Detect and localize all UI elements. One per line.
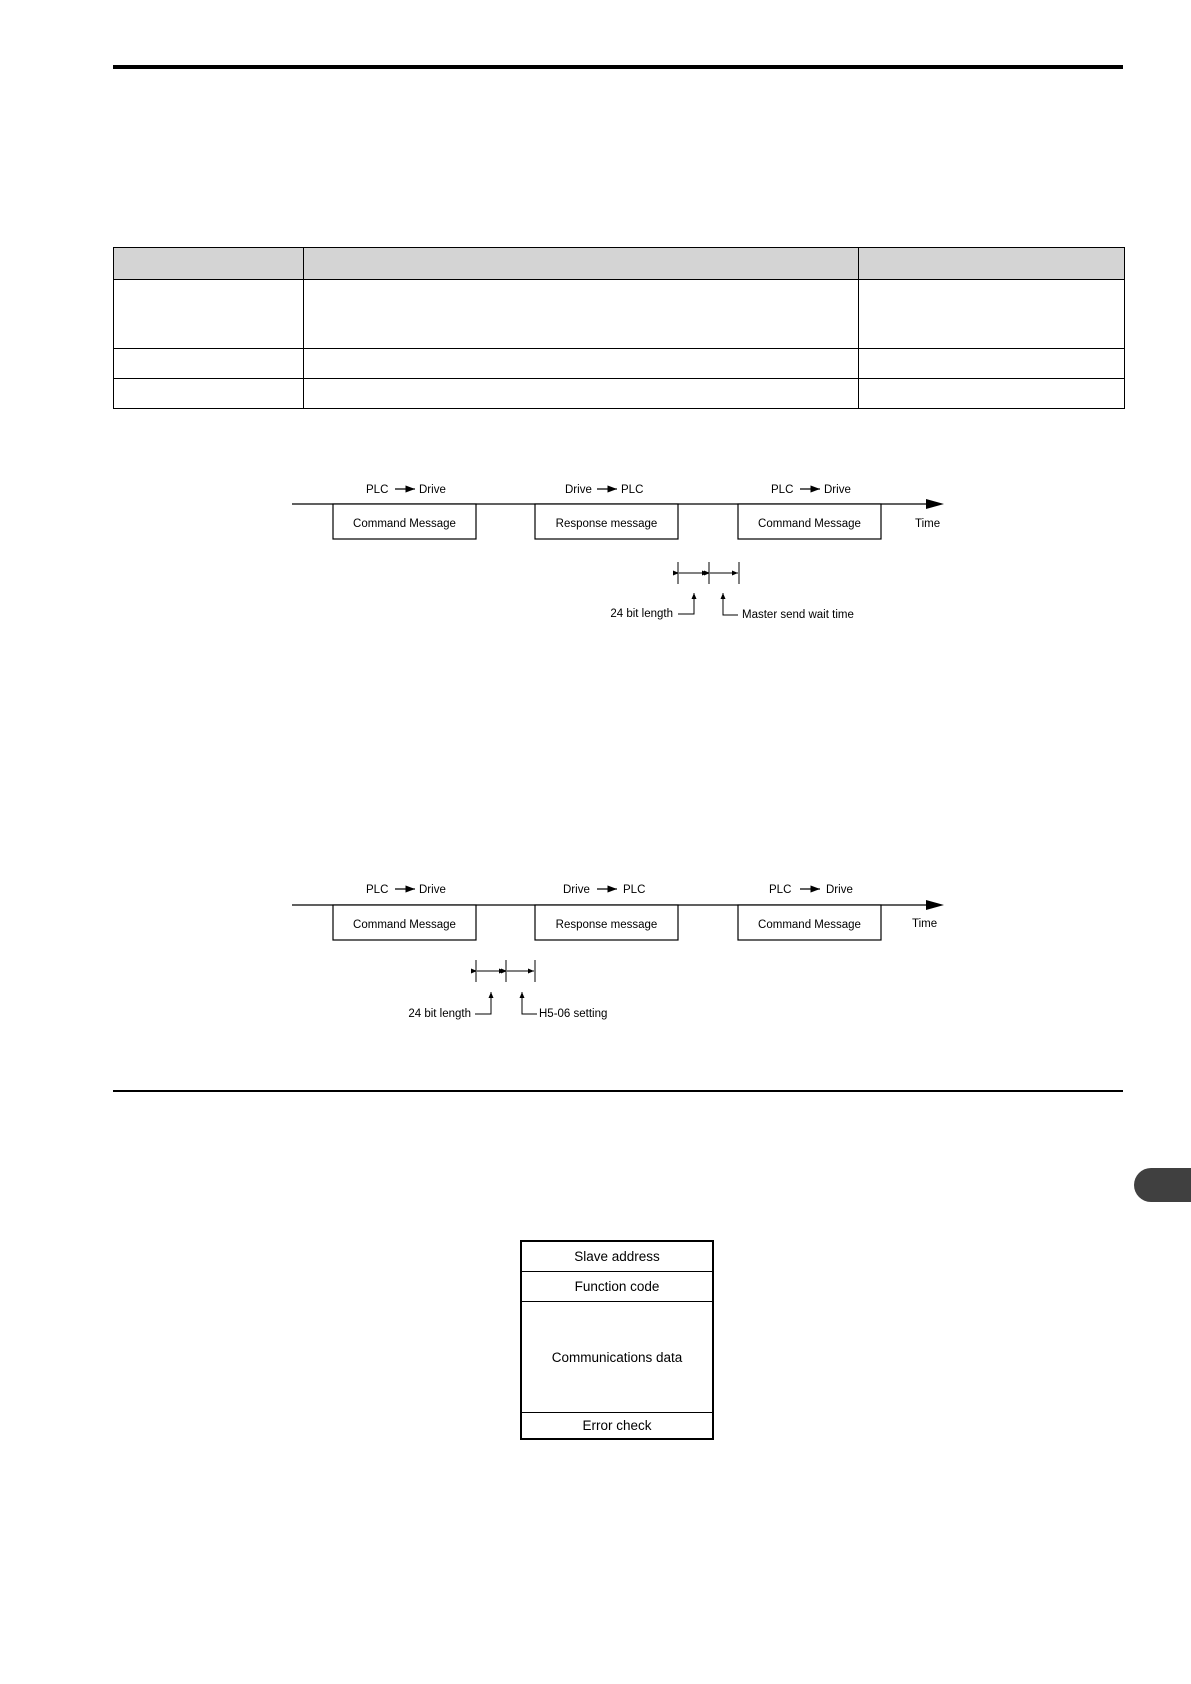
table-row: [114, 349, 1125, 379]
table-cell: [859, 280, 1125, 349]
direction-to: Drive: [419, 884, 446, 896]
timing-diagram-h5-06: [0, 870, 1191, 1030]
time-axis-arrow-icon: [926, 499, 944, 509]
table-row: [114, 280, 1125, 349]
chapter-tab: [1134, 1168, 1191, 1202]
table-cell: [114, 280, 304, 349]
direction-from: PLC: [366, 884, 389, 896]
message-frame-diagram: [520, 1240, 714, 1440]
frame-field-slave-address: Slave address: [522, 1242, 712, 1272]
parameter-table: [113, 247, 1125, 409]
table-header-cell: [859, 248, 1125, 280]
timing-diagram-master-wait: [0, 470, 1191, 630]
frame-field-communications-data: Communications data: [522, 1302, 712, 1413]
table-cell: [114, 379, 304, 409]
time-label: Time: [915, 518, 941, 530]
command-message-label: Command Message: [758, 919, 861, 931]
command-message-label: Command Message: [353, 919, 456, 931]
callout-arrow-icon: [475, 992, 491, 1014]
table-cell: [304, 379, 859, 409]
bit-length-annotation: 24 bit length: [610, 608, 673, 620]
response-message-label: Response message: [555, 518, 658, 530]
callout-arrow-icon: [522, 992, 537, 1014]
frame-field-error-check: Error check: [582, 1418, 652, 1433]
direction-from: Drive: [563, 884, 590, 896]
frame-field-function-code: Function code: [522, 1272, 712, 1302]
direction-to: Drive: [419, 484, 446, 496]
direction-from: PLC: [366, 484, 389, 496]
table-header-row: [114, 248, 1125, 280]
table-header-cell: [304, 248, 859, 280]
direction-from: PLC: [769, 884, 792, 896]
direction-to: PLC: [623, 884, 646, 896]
section-rule: [113, 1090, 1123, 1092]
table-cell: [304, 280, 859, 349]
table-row: [114, 379, 1125, 409]
time-axis-arrow-icon: [926, 900, 944, 910]
callout-arrow-icon: [723, 593, 738, 615]
top-rule: [113, 65, 1123, 69]
h5-06-annotation: H5-06 setting: [539, 1008, 608, 1020]
command-message-label: Command Message: [758, 518, 861, 530]
direction-to: PLC: [621, 484, 644, 496]
direction-from: PLC: [771, 484, 794, 496]
command-message-label: Command Message: [353, 518, 456, 530]
direction-to: Drive: [826, 884, 853, 896]
response-message-label: Response message: [555, 919, 658, 931]
table-cell: [859, 379, 1125, 409]
table-cell: [114, 349, 304, 379]
table-cell: [859, 349, 1125, 379]
table-cell: [304, 349, 859, 379]
wait-time-annotation: Master send wait time: [742, 609, 854, 621]
bit-length-annotation: 24 bit length: [408, 1008, 471, 1020]
direction-to: Drive: [824, 484, 851, 496]
direction-from: Drive: [565, 484, 592, 496]
table-header-cell: [114, 248, 304, 280]
callout-arrow-icon: [678, 593, 694, 614]
time-label: Time: [912, 918, 938, 930]
